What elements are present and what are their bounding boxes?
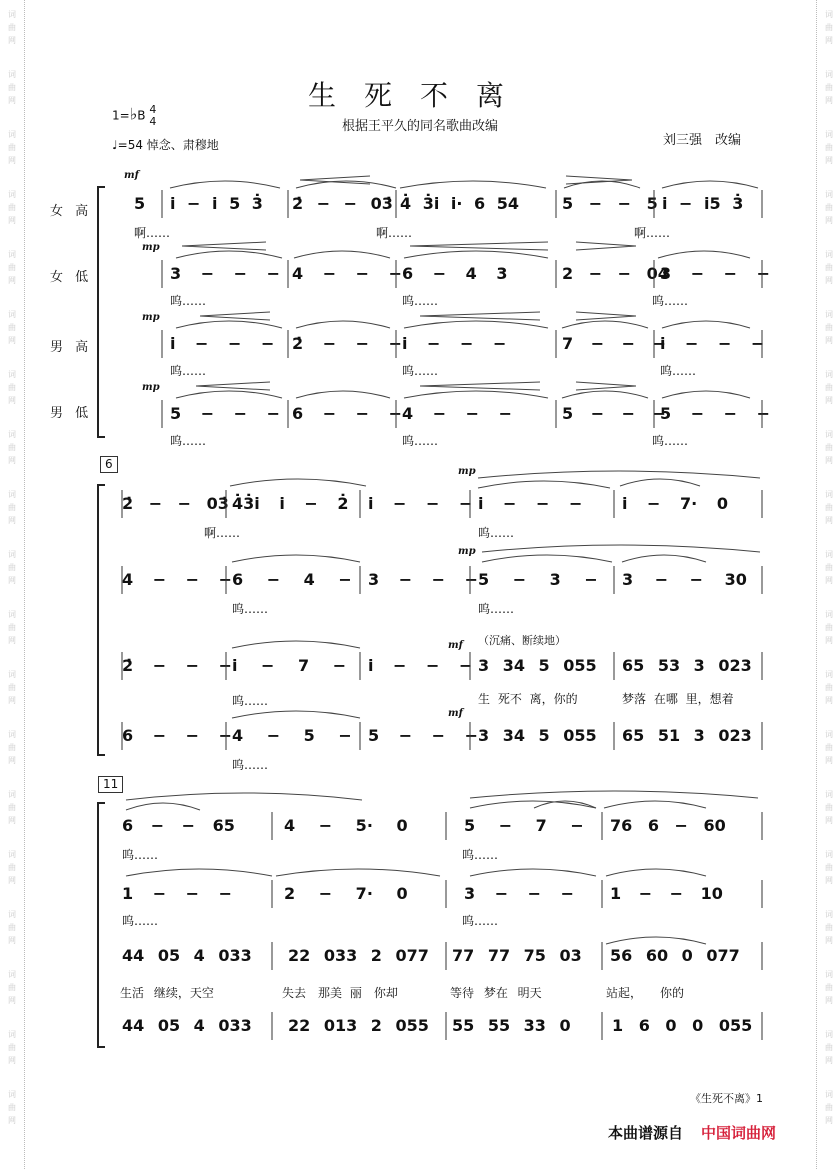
key-signature [112,104,156,128]
measure-number-6: 6 [100,456,118,473]
slur [482,545,760,552]
slur [296,321,390,328]
note-group: 2̇ − − − [122,656,233,675]
note-group: i − − − [170,334,275,353]
slur [400,181,546,188]
voice-label-soprano: 女 高 [50,204,93,219]
lyric: 啊…… [204,526,241,540]
watermark-text: 词 曲 网 [8,610,16,645]
watermark-text: 词 曲 网 [825,970,833,1005]
lyric: 呜…… [170,294,207,308]
watermark-text: 词 曲 网 [825,850,833,885]
watermark-text: 词 曲 网 [825,310,833,345]
note-group: 5 − 7 − [464,816,584,835]
dynamic-mf: mf [448,708,463,719]
watermark-text: 词 曲 网 [8,550,16,585]
note-group: 3 − − − [464,884,575,903]
slur [662,181,758,188]
lyric: 呜…… [170,434,207,448]
note-group: i − i5 3̇ [662,194,744,213]
watermark-text: 词 曲 网 [825,130,833,165]
lyric: 呜…… [402,434,439,448]
voice-label-tenor: 男 高 [50,340,93,355]
watermark-text: 词 曲 网 [8,910,16,945]
note-group: 5 [134,194,146,213]
watermark-text: 词 曲 网 [8,430,16,465]
lyric: 呜…… [462,848,499,862]
lyric: 啊…… [134,226,171,240]
watermark-text: 词 曲 网 [8,1090,16,1125]
source-label: 本曲谱源自 [608,1124,684,1142]
note-group: 1 − − 10 [610,884,723,903]
hairpin [576,382,636,390]
note-group: 6 − − 65 [122,816,235,835]
voice-label-bass: 男 低 [50,406,93,421]
slur [562,321,648,328]
voice-label-alto: 女 低 [50,270,93,285]
dynamic-mf: mf [448,640,463,651]
hairpin [196,382,270,390]
arranger-credit: 刘三强 改编 [663,133,742,148]
slur [470,791,758,798]
slur [176,321,282,328]
watermark-text: 词 曲 网 [8,790,16,825]
note-group: 4̇3̇i i − 2̇ [232,494,349,513]
slur [606,937,706,944]
note-group: 44 05 4 033 [122,946,252,965]
lyric: 等待 梦在 明天 [450,986,542,1000]
watermark-text: 词 曲 网 [825,670,833,705]
slur [662,321,750,328]
system-brace-1 [97,186,105,438]
note-group: 3 − − 30 [622,570,747,589]
dynamic-mp: mp [458,466,476,477]
note-group: 2̇ − − − [292,334,403,353]
slur [296,391,390,398]
note-group: i − − − [368,656,473,675]
watermark-text: 词 曲 网 [8,970,16,1005]
watermark-text: 词 曲 网 [8,310,16,345]
lyric: 站起， 你的 [606,986,685,1000]
watermark-text: 词 曲 网 [8,370,16,405]
watermark-text: 词 曲 网 [825,70,833,105]
measure-number-11: 11 [98,776,123,793]
hairpin [576,312,636,320]
note-group: 1 6 0 0 055 [612,1016,753,1035]
lyric: 呜…… [478,526,515,540]
slur [176,391,282,398]
slur [232,555,360,562]
watermark-text: 词 曲 网 [8,190,16,225]
slur [534,801,596,808]
left-watermark-strip [0,0,25,1169]
slur [294,251,390,258]
note-group: 4̇ 3̇i i· 6 54 [400,194,519,213]
slur [622,555,706,562]
note-group: 4 − 5· 0 [284,816,408,835]
slur [232,711,360,718]
slur [470,801,596,808]
watermark-text: 词 曲 网 [825,730,833,765]
time-bottom: 4 [149,115,157,128]
note-group: 6 − − − [292,404,403,423]
slur [170,181,280,188]
page-title: 生死不离 [307,79,532,112]
slur [126,869,272,876]
time-top: 4 [149,103,157,116]
note-group: 6 − 4 − [232,570,352,589]
note-group: i − − − [478,494,583,513]
note-group: 44 05 4 033 [122,1016,252,1035]
expression-marking: （沉痛、断续地） [478,634,566,647]
slur [478,481,610,488]
source-credit [608,1122,776,1143]
slur [662,391,750,398]
slur [620,479,700,486]
note-group: 22 033 2 077 [288,946,429,965]
watermark-text: 词 曲 网 [8,850,16,885]
dynamic-mp: mp [142,312,160,323]
watermark-text: 词 曲 网 [8,490,16,525]
watermark-text: 词 曲 网 [8,670,16,705]
slur [176,251,282,258]
note-group: i − 7· 0 [622,494,728,513]
note-group: 5 − − − [368,726,479,745]
hairpin [576,242,636,250]
lyric: 呜…… [170,364,207,378]
tempo-marking: ♩=54 悼念、肃穆地 [112,138,219,152]
note-group: 3 34 5 055 [478,656,597,675]
dynamic-mp: mp [142,242,160,253]
watermark-text: 词 曲 网 [825,250,833,285]
note-group: i − − − [368,494,473,513]
watermark-text: 词 曲 网 [825,790,833,825]
slur [230,479,366,486]
watermark-text: 词 曲 网 [825,490,833,525]
flat-sign: ♭ [129,104,138,124]
note-group: 3 − − − [660,264,771,283]
hairpin [200,312,270,320]
note-group: i − i 5 3̇ [170,194,263,213]
watermark-text: 词 曲 网 [8,1030,16,1065]
hairpin [566,176,632,184]
note-group: 1 − − − [122,884,233,903]
note-group: 5 − − − [660,404,771,423]
note-group: 2̇ − − 03̇ [292,194,393,213]
lyric: 生活 继续，天空 [120,986,214,1000]
lyric: 呜…… [232,758,269,772]
slur [296,181,396,188]
note-group: 4 − − − [292,264,403,283]
slur [404,251,548,258]
dynamic-mf: mf [124,170,139,181]
lyric: 呜…… [232,602,269,616]
watermark-text: 词 曲 网 [8,250,16,285]
watermark-text: 词 曲 网 [825,910,833,945]
lyric: 呜…… [660,364,697,378]
watermark-text: 词 曲 网 [825,610,833,645]
watermark-text: 词 曲 网 [825,1030,833,1065]
time-signature [149,104,156,128]
slur [276,869,440,876]
note-group: 77 77 75 03 [452,946,582,965]
slur [126,793,362,800]
lyric: 呜…… [462,914,499,928]
lyric: 呜…… [402,364,439,378]
note-group: 7 − − − [562,334,667,353]
page-footer-title: 《生死不离》1 [690,1092,763,1105]
note-group: 6 − − − [122,726,233,745]
slur [606,869,706,876]
hairpin [300,176,370,184]
hairpin [410,242,548,250]
lyric: 梦落 在哪 里，想着 [622,692,734,706]
note-group: 4 − − − [402,404,513,423]
slur [562,391,648,398]
slur [404,321,548,328]
watermark-text: 词 曲 网 [8,70,16,105]
note-group: 6 − 4 3 [402,264,508,283]
note-group: 55 55 33 0 [452,1016,571,1035]
watermark-text: 词 曲 网 [8,130,16,165]
note-group: 3 − − − [368,570,479,589]
slur [404,391,548,398]
watermark-text: 词 曲 网 [825,370,833,405]
watermark-text: 词 曲 网 [825,190,833,225]
hairpin [420,382,540,390]
subtitle: 根据王平久的同名歌曲改编 [341,119,498,134]
note-group: i − − − [660,334,765,353]
key-prefix: 1= [112,108,130,123]
slur [564,181,640,188]
note-group: 2̇ − − 03̇ [122,494,229,513]
system-brace-3 [97,802,105,1048]
note-group: 65 53 3 023 [622,656,752,675]
lyric: 呜…… [122,914,159,928]
lyric: 呜…… [232,694,269,708]
note-group: 2 − 7· 0 [284,884,408,903]
note-group: i − 7 − [232,656,347,675]
note-group: 4 − − − [122,570,233,589]
slur [658,251,750,258]
slur [482,555,612,562]
note-group: 22 013 2 055 [288,1016,429,1035]
note-group: 5 − 3 − [478,570,598,589]
lyric: 呜…… [478,602,515,616]
note-group: 5 − − 5 [562,194,658,213]
watermark-text: 词 曲 网 [825,430,833,465]
lyric: 呜…… [402,294,439,308]
note-group: 2 − − 04 [562,264,669,283]
watermark-text: 词 曲 网 [825,550,833,585]
note-group: i − − − [402,334,507,353]
lyric: 呜…… [652,434,689,448]
note-group: 76 6 − 60 [610,816,726,835]
lyric: 呜…… [122,848,159,862]
lyric: 呜…… [652,294,689,308]
slur [232,641,360,648]
system-brace-2 [97,484,105,756]
note-group: 5 − − − [170,404,281,423]
slur [604,801,706,808]
hairpin [420,312,540,320]
dynamic-mp: mp [142,382,160,393]
key-letter: B [137,108,146,123]
hairpin [182,242,266,250]
slur [478,471,760,478]
note-group: 3 34 5 055 [478,726,597,745]
right-watermark-strip [816,0,840,1169]
note-group: 56 60 0 077 [610,946,740,965]
watermark-text: 词 曲 网 [8,10,16,45]
slur [470,869,596,876]
dynamic-mp: mp [458,546,476,557]
note-group: 3 − − − [170,264,281,283]
note-group: 5 − − − [562,404,667,423]
watermark-text: 词 曲 网 [8,730,16,765]
note-group: 4 − 5 − [232,726,352,745]
source-site: 中国词曲网 [701,1124,777,1142]
lyric: 失去 那美 丽 你却 [282,986,398,1000]
lyric: 啊…… [376,226,413,240]
note-group: 65 51 3 023 [622,726,752,745]
slur [126,803,200,810]
watermark-text: 词 曲 网 [825,10,833,45]
lyric: 啊…… [634,226,671,240]
watermark-text: 词 曲 网 [825,1090,833,1125]
lyric: 生 死不 离，你的 [478,692,578,706]
